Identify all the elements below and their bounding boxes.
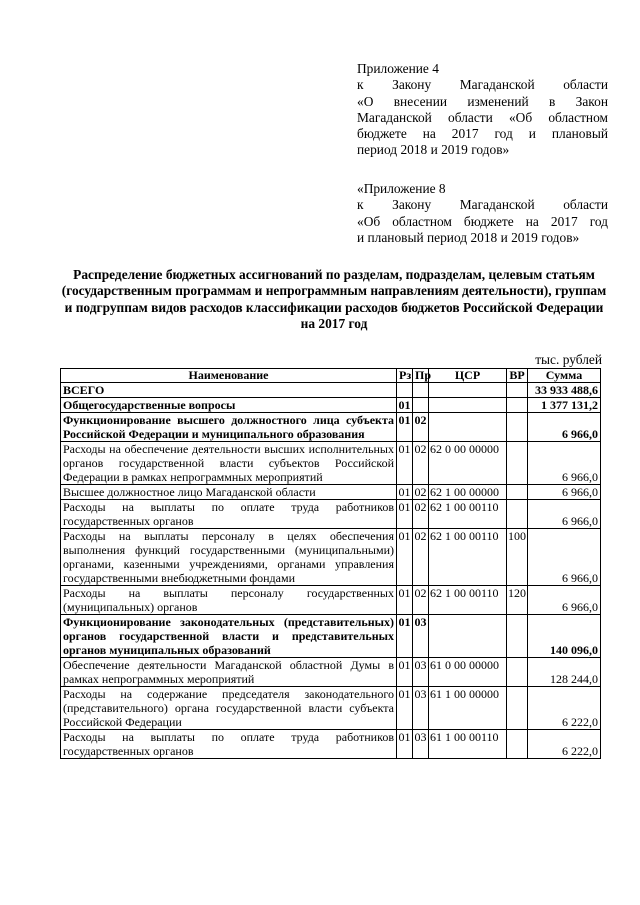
table-row	[61, 586, 601, 615]
budget-table	[60, 368, 601, 759]
cell-vr	[507, 413, 528, 442]
cell-sum: 33 933 488,6	[528, 383, 601, 398]
appendix-line: Приложение 4	[357, 61, 439, 76]
header-name: Наименование	[61, 369, 397, 383]
cell-name: Расходы на выплаты по оплате труда работников государственных органов	[61, 730, 397, 759]
cell-pr: 02	[413, 529, 429, 586]
table-row	[61, 687, 601, 730]
cell-rz: 01	[397, 529, 413, 586]
appendix-line: и плановый период 2018 и 2019 годов»	[357, 229, 580, 245]
cell-pr: 03	[413, 687, 429, 730]
cell-sum: 6 966,0	[528, 586, 601, 615]
cell-csr: 62 1 00 00110	[429, 500, 507, 529]
table-row	[61, 383, 601, 398]
appendix-line: к Закону Магаданской области	[357, 77, 608, 93]
cell-rz: 01	[398, 485, 411, 499]
cell-sum: 6 966,0	[528, 485, 601, 500]
cell-pr: 02	[413, 586, 429, 615]
cell-sum: 128 244,0	[528, 658, 601, 687]
cell-pr: 03	[413, 615, 429, 658]
cell-csr: 61 1 00 00000	[429, 687, 507, 730]
cell-vr	[507, 485, 528, 500]
table-row	[61, 658, 601, 687]
cell-csr: 62 1 00 00110	[429, 529, 507, 586]
cell-vr	[507, 615, 528, 658]
cell-rz: 01	[397, 586, 413, 615]
cell-csr: 61 1 00 00110	[429, 730, 507, 759]
cell-pr: 02	[414, 485, 427, 499]
cell-sum: 6 966,0	[528, 500, 601, 529]
cell-pr: 03	[413, 658, 429, 687]
units-label: тыс. рублей	[535, 352, 602, 367]
cell-csr: 62 0 00 00000	[429, 442, 507, 485]
cell-sum: 6 966,0	[528, 529, 601, 586]
appendix-line: Магаданской области «Об областном	[357, 109, 608, 125]
header-sum: Сумма	[528, 369, 601, 383]
cell-sum: 6 222,0	[528, 730, 601, 759]
cell-name: Расходы на выплаты персоналу в целях обеспечения выполнения функций государственными (муниципальными) органами, казенными учреждениями, органами управления государственными внебюджетными фондами	[61, 529, 397, 586]
table-row	[61, 500, 601, 529]
cell-name: ВСЕГО	[61, 383, 397, 398]
appendix-line: к Закону Магаданской области	[357, 197, 608, 213]
cell-rz: 01	[397, 615, 413, 658]
cell-rz	[397, 383, 413, 398]
cell-pr: 02	[413, 442, 429, 485]
table-row	[61, 413, 601, 442]
cell-sum: 1 377 131,2	[528, 398, 601, 413]
cell-name: Общегосударственные вопросы	[61, 398, 397, 413]
cell-csr	[429, 383, 507, 398]
cell-csr: 61 0 00 00000	[429, 658, 507, 687]
cell-rz: 01	[397, 687, 413, 730]
cell-pr: 02	[413, 500, 429, 529]
cell-sum: 140 096,0	[528, 615, 601, 658]
cell-pr: 02	[413, 413, 429, 442]
cell-pr: 03	[413, 730, 429, 759]
table-row	[61, 442, 601, 485]
cell-vr: 120	[507, 586, 528, 615]
cell-rz: 01	[398, 398, 411, 412]
cell-sum: 6 966,0	[528, 442, 601, 485]
appendix-4-block	[357, 61, 608, 159]
appendix-line: бюджете на 2017 год и плановый	[357, 126, 608, 142]
cell-csr: 62 1 00 00110	[429, 586, 507, 615]
table-row	[61, 529, 601, 586]
cell-sum: 6 966,0	[528, 413, 601, 442]
appendix-line: период 2018 и 2019 годов»	[357, 142, 510, 158]
cell-vr	[507, 730, 528, 759]
cell-csr	[429, 413, 507, 442]
cell-vr: 100	[507, 529, 528, 586]
cell-vr	[507, 383, 528, 398]
appendix-line: «Об областном бюджете на 2017 год	[357, 213, 608, 229]
cell-name: Обеспечение деятельности Магаданской областной Думы в рамках непрограммных мероприятий	[61, 658, 397, 687]
appendix-line: «Приложение 8	[357, 181, 446, 196]
cell-vr	[507, 687, 528, 730]
header-csr: ЦСР	[429, 369, 507, 383]
appendix-line: «О внесении изменений в Закон	[357, 93, 608, 109]
cell-vr	[507, 398, 528, 413]
header-vr: ВР	[507, 369, 528, 383]
table-row	[61, 615, 601, 658]
cell-rz: 01	[397, 730, 413, 759]
cell-name: Функционирование высшего должностного лица субъекта Российской Федерации и муниципального образования	[61, 413, 397, 442]
cell-name: Расходы на выплаты по оплате труда работников государственных органов	[61, 500, 397, 529]
table-header-row	[61, 369, 601, 383]
cell-name: Высшее должностное лицо Магаданской области	[61, 485, 397, 500]
cell-sum: 6 222,0	[528, 687, 601, 730]
document-title: Распределение бюджетных ассигнований по разделам, подразделам, целевым статьям (государственным программам и непрограммным направлениям деятельности), группам и подгруппам видов расходов классификации расходов бюджетов Российской Федерации на 2017 год	[61, 267, 607, 331]
cell-name: Функционирование законодательных (представительных) органов государственной власти и представительных органов муниципальных образований	[61, 615, 397, 658]
header-rz: Рз	[397, 369, 413, 383]
cell-name: Расходы на обеспечение деятельности высших исполнительных органов государственной власти субъектов Российской Федерации в рамках непрограммных мероприятий	[61, 442, 397, 485]
cell-vr	[507, 658, 528, 687]
header-pr: Пр	[413, 369, 429, 383]
table-row	[61, 730, 601, 759]
cell-pr	[413, 398, 429, 413]
cell-vr	[507, 442, 528, 485]
table-body	[61, 383, 601, 759]
cell-name: Расходы на выплаты персоналу государственных (муниципальных) органов	[61, 586, 397, 615]
cell-vr	[507, 500, 528, 529]
cell-rz: 01	[397, 442, 413, 485]
cell-csr	[429, 615, 507, 658]
table-row	[61, 485, 601, 500]
cell-name: Расходы на содержание председателя законодательного (представительного) органа государственной власти субъекта Российской Федерации	[61, 687, 397, 730]
table-row	[61, 398, 601, 413]
cell-rz: 01	[397, 500, 413, 529]
cell-pr	[413, 383, 429, 398]
cell-csr: 62 1 00 00000	[429, 485, 507, 500]
cell-rz: 01	[397, 658, 413, 687]
cell-rz: 01	[397, 413, 413, 442]
cell-csr	[429, 398, 507, 413]
appendix-8-block	[357, 181, 608, 246]
